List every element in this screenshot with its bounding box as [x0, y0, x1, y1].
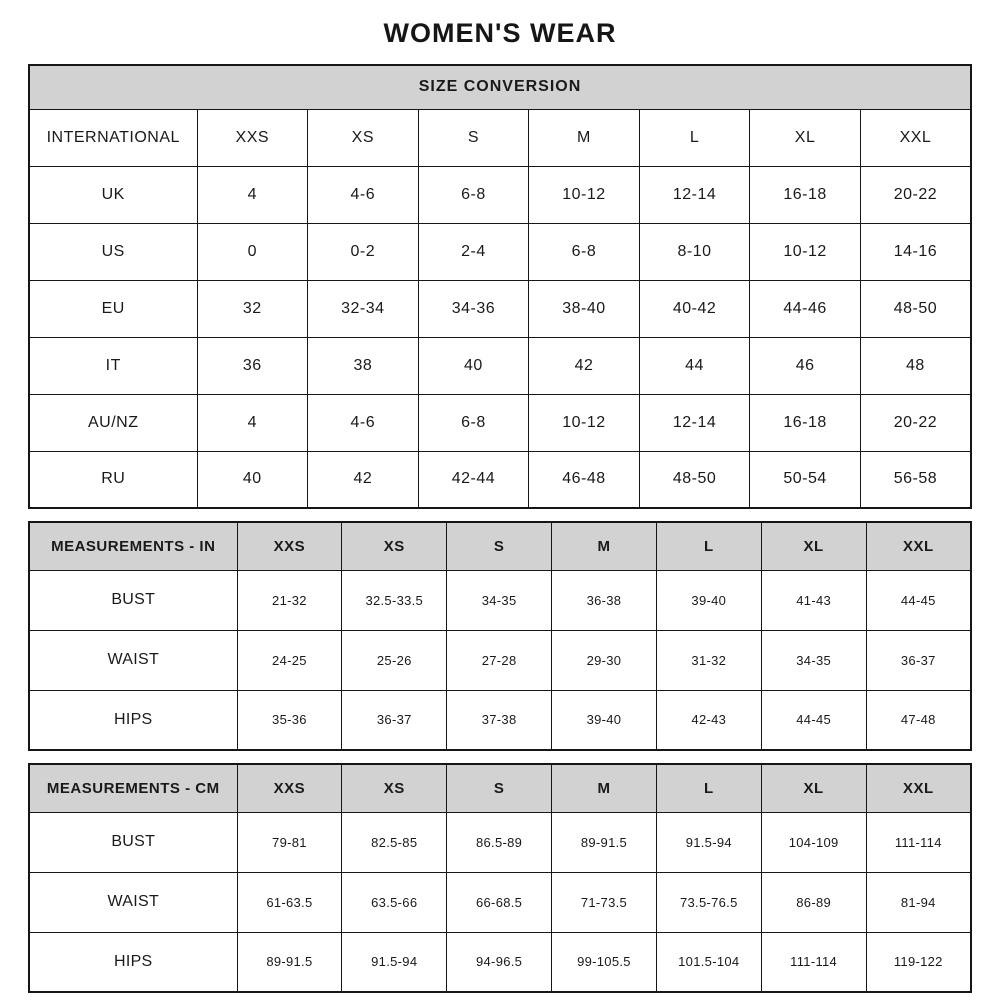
- size-cell: XS: [308, 109, 419, 166]
- size-cell: 34-36: [418, 280, 529, 337]
- table-header-row: [29, 65, 971, 109]
- size-header: XS: [342, 764, 447, 812]
- table-row: [29, 872, 971, 932]
- size-cell: L: [639, 109, 750, 166]
- size-cell: 48-50: [639, 451, 750, 508]
- measure-cell: 81-94: [866, 872, 971, 932]
- size-cell: 6-8: [529, 223, 640, 280]
- size-header: XL: [761, 764, 866, 812]
- size-cell: 40: [197, 451, 308, 508]
- size-cell: 6-8: [418, 394, 529, 451]
- measure-cell: 36-37: [342, 690, 447, 750]
- size-cell: 4-6: [308, 166, 419, 223]
- table-row: [29, 451, 971, 508]
- row-label: UK: [29, 166, 197, 223]
- size-cell: 20-22: [860, 394, 971, 451]
- size-cell: 42: [529, 337, 640, 394]
- measure-cell: 36-38: [552, 570, 657, 630]
- measure-cell: 86-89: [761, 872, 866, 932]
- size-cell: 4: [197, 394, 308, 451]
- row-label: WAIST: [29, 872, 237, 932]
- measure-cell: 44-45: [761, 690, 866, 750]
- measure-cell: 36-37: [866, 630, 971, 690]
- size-cell: 4: [197, 166, 308, 223]
- measure-cell: 37-38: [447, 690, 552, 750]
- row-label: INTERNATIONAL: [29, 109, 197, 166]
- size-cell: 46-48: [529, 451, 640, 508]
- table-row: [29, 570, 971, 630]
- size-cell: 2-4: [418, 223, 529, 280]
- measure-cell: 34-35: [447, 570, 552, 630]
- size-cell: S: [418, 109, 529, 166]
- size-header: S: [447, 764, 552, 812]
- row-label: HIPS: [29, 932, 237, 992]
- table-row: [29, 812, 971, 872]
- measurements-cm-title: MEASUREMENTS - CM: [29, 764, 237, 812]
- measure-cell: 94-96.5: [447, 932, 552, 992]
- size-cell: 32: [197, 280, 308, 337]
- measure-cell: 104-109: [761, 812, 866, 872]
- size-cell: M: [529, 109, 640, 166]
- size-cell: 16-18: [750, 394, 861, 451]
- size-cell: 16-18: [750, 166, 861, 223]
- table-header-row: [29, 764, 971, 812]
- measure-cell: 91.5-94: [342, 932, 447, 992]
- measure-cell: 31-32: [656, 630, 761, 690]
- size-cell: 48-50: [860, 280, 971, 337]
- measure-cell: 89-91.5: [552, 812, 657, 872]
- measure-cell: 119-122: [866, 932, 971, 992]
- measure-cell: 66-68.5: [447, 872, 552, 932]
- row-label: HIPS: [29, 690, 237, 750]
- measure-cell: 44-45: [866, 570, 971, 630]
- measure-cell: 63.5-66: [342, 872, 447, 932]
- measure-cell: 39-40: [656, 570, 761, 630]
- size-cell: 10-12: [529, 166, 640, 223]
- size-cell: 40-42: [639, 280, 750, 337]
- measure-cell: 35-36: [237, 690, 342, 750]
- table-row: [29, 109, 971, 166]
- measure-cell: 25-26: [342, 630, 447, 690]
- row-label: IT: [29, 337, 197, 394]
- measure-cell: 111-114: [866, 812, 971, 872]
- measure-cell: 111-114: [761, 932, 866, 992]
- size-cell: 50-54: [750, 451, 861, 508]
- measure-cell: 73.5-76.5: [656, 872, 761, 932]
- table-row: [29, 690, 971, 750]
- measurements-in-title: MEASUREMENTS - IN: [29, 522, 237, 570]
- size-header: XXS: [237, 764, 342, 812]
- size-cell: 42-44: [418, 451, 529, 508]
- measure-cell: 21-32: [237, 570, 342, 630]
- size-cell: 4-6: [308, 394, 419, 451]
- table-row: [29, 630, 971, 690]
- size-cell: 10-12: [750, 223, 861, 280]
- measure-cell: 29-30: [552, 630, 657, 690]
- size-header: M: [552, 764, 657, 812]
- table-row: [29, 223, 971, 280]
- size-header: XXS: [237, 522, 342, 570]
- measure-cell: 101.5-104: [656, 932, 761, 992]
- size-cell: XL: [750, 109, 861, 166]
- size-cell: 10-12: [529, 394, 640, 451]
- row-label: BUST: [29, 812, 237, 872]
- size-cell: XXS: [197, 109, 308, 166]
- size-cell: 6-8: [418, 166, 529, 223]
- size-cell: 20-22: [860, 166, 971, 223]
- measurements-in-table: [28, 521, 972, 751]
- size-cell: 32-34: [308, 280, 419, 337]
- measure-cell: 47-48: [866, 690, 971, 750]
- size-cell: 42: [308, 451, 419, 508]
- row-label: AU/NZ: [29, 394, 197, 451]
- table-row: [29, 166, 971, 223]
- size-cell: 44-46: [750, 280, 861, 337]
- measure-cell: 79-81: [237, 812, 342, 872]
- size-cell: 36: [197, 337, 308, 394]
- row-label: WAIST: [29, 630, 237, 690]
- measure-cell: 34-35: [761, 630, 866, 690]
- measure-cell: 91.5-94: [656, 812, 761, 872]
- measure-cell: 89-91.5: [237, 932, 342, 992]
- size-header: M: [552, 522, 657, 570]
- measure-cell: 41-43: [761, 570, 866, 630]
- row-label: US: [29, 223, 197, 280]
- row-label: BUST: [29, 570, 237, 630]
- size-header: XS: [342, 522, 447, 570]
- size-cell: 46: [750, 337, 861, 394]
- size-cell: XXL: [860, 109, 971, 166]
- measure-cell: 82.5-85: [342, 812, 447, 872]
- size-header: L: [656, 764, 761, 812]
- measure-cell: 99-105.5: [552, 932, 657, 992]
- table-row: [29, 280, 971, 337]
- size-cell: 38-40: [529, 280, 640, 337]
- measure-cell: 39-40: [552, 690, 657, 750]
- measure-cell: 27-28: [447, 630, 552, 690]
- size-conversion-table: [28, 64, 972, 509]
- size-cell: 14-16: [860, 223, 971, 280]
- row-label: RU: [29, 451, 197, 508]
- size-cell: 40: [418, 337, 529, 394]
- size-conversion-title: SIZE CONVERSION: [29, 65, 971, 109]
- table-header-row: [29, 522, 971, 570]
- size-cell: 0-2: [308, 223, 419, 280]
- size-cell: 12-14: [639, 394, 750, 451]
- table-row: [29, 932, 971, 992]
- size-header: XXL: [866, 764, 971, 812]
- measure-cell: 71-73.5: [552, 872, 657, 932]
- size-cell: 12-14: [639, 166, 750, 223]
- size-header: S: [447, 522, 552, 570]
- measure-cell: 24-25: [237, 630, 342, 690]
- table-row: [29, 394, 971, 451]
- size-header: L: [656, 522, 761, 570]
- size-cell: 56-58: [860, 451, 971, 508]
- page-title: WOMEN'S WEAR: [383, 18, 617, 48]
- measure-cell: 61-63.5: [237, 872, 342, 932]
- row-label: EU: [29, 280, 197, 337]
- size-header: XXL: [866, 522, 971, 570]
- size-cell: 38: [308, 337, 419, 394]
- measurements-cm-table: [28, 763, 972, 993]
- measure-cell: 32.5-33.5: [342, 570, 447, 630]
- table-row: [29, 337, 971, 394]
- size-cell: 48: [860, 337, 971, 394]
- measure-cell: 42-43: [656, 690, 761, 750]
- measure-cell: 86.5-89: [447, 812, 552, 872]
- size-cell: 0: [197, 223, 308, 280]
- size-cell: 44: [639, 337, 750, 394]
- size-header: XL: [761, 522, 866, 570]
- size-cell: 8-10: [639, 223, 750, 280]
